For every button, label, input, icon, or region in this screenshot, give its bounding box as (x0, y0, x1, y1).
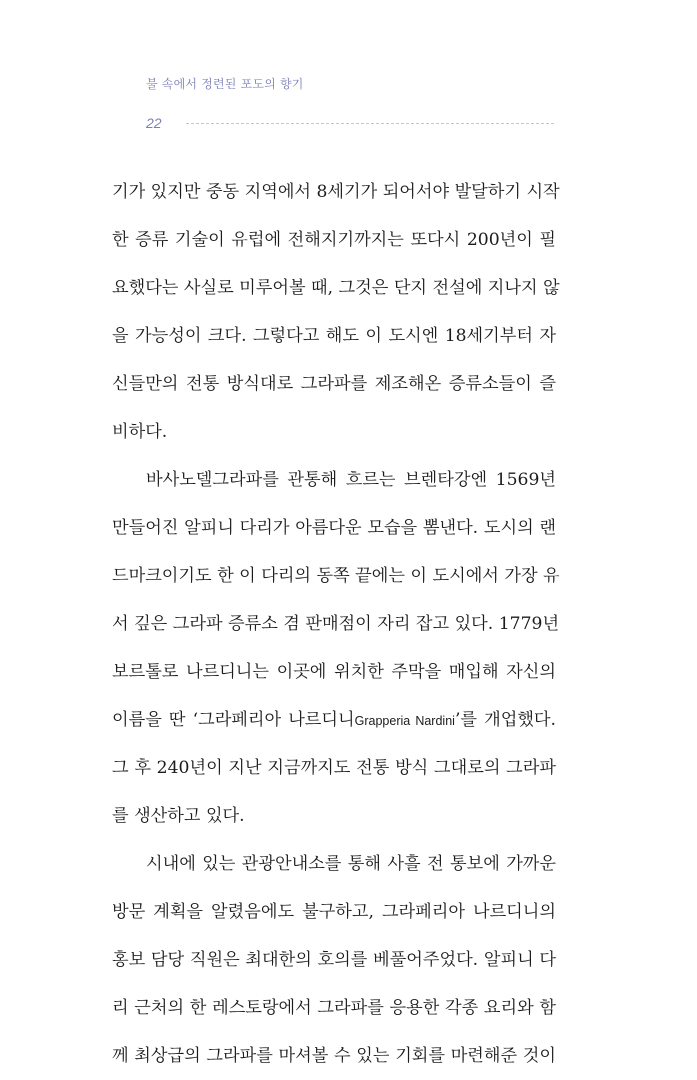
text-line-indented: 시내에 있는 관광안내소를 통해 사흘 전 통보에 가까운 (146, 854, 556, 874)
dotted-rule (186, 123, 554, 124)
text-line: 요했다는 사실로 미루어볼 때, 그것은 단지 전설에 지나지 않 (112, 278, 560, 298)
text-line: 그 후 240년이 지난 지금까지도 전통 방식 그대로의 그라파 (112, 758, 556, 778)
folio-row (146, 114, 554, 132)
text-line: 을 가능성이 크다. 그렇다고 해도 이 도시엔 18세기부터 자 (112, 326, 556, 346)
text-line: 보르톨로 나르디니는 이곳에 위치한 주막을 매입해 자신의 (112, 662, 556, 682)
text-line-indented: 바사노델그라파를 관통해 흐르는 브렌타강엔 1569년 (146, 470, 556, 490)
text-segment: ’를 개업했다. (454, 710, 556, 730)
latin-name: Grapperia Nardini (354, 714, 455, 728)
text-line: 께 최상급의 그라파를 마셔볼 수 있는 기회를 마련해준 것이 (112, 1046, 556, 1066)
body-text (112, 168, 560, 1080)
text-line-mixed (112, 696, 556, 744)
text-line: 신들만의 전통 방식대로 그라파를 제조해온 증류소들이 즐 (112, 374, 556, 394)
text-line: 를 생산하고 있다. (112, 806, 245, 826)
text-line: 홍보 담당 직원은 최대한의 호의를 베풀어주었다. 알피니 다 (112, 950, 556, 970)
text-line: 서 깊은 그라파 증류소 겸 판매점이 자리 잡고 있다. 1779년 (112, 614, 560, 634)
text-line: 만들어진 알피니 다리가 아름다운 모습을 뽐낸다. 도시의 랜 (112, 518, 556, 538)
running-head-title: 불 속에서 정련된 포도의 향기 (146, 77, 304, 91)
text-line: 리 근처의 한 레스토랑에서 그라파를 응용한 각종 요리와 함 (112, 998, 556, 1018)
text-line: 비하다. (112, 422, 168, 442)
text-line: 드마크이기도 한 이 다리의 동쪽 끝에는 이 도시에서 가장 유 (112, 566, 560, 586)
page-number: 22 (146, 115, 162, 131)
text-line: 방문 계획을 알렸음에도 불구하고, 그라페리아 나르디니의 (112, 902, 556, 922)
text-line: 기가 있지만 중동 지역에서 8세기가 되어서야 발달하기 시작 (112, 182, 560, 202)
text-segment: 이름을 딴 ‘그라페리아 나르디니 (112, 710, 355, 730)
text-line: 한 증류 기술이 유럽에 전해지기까지는 또다시 200년이 필 (112, 230, 556, 250)
